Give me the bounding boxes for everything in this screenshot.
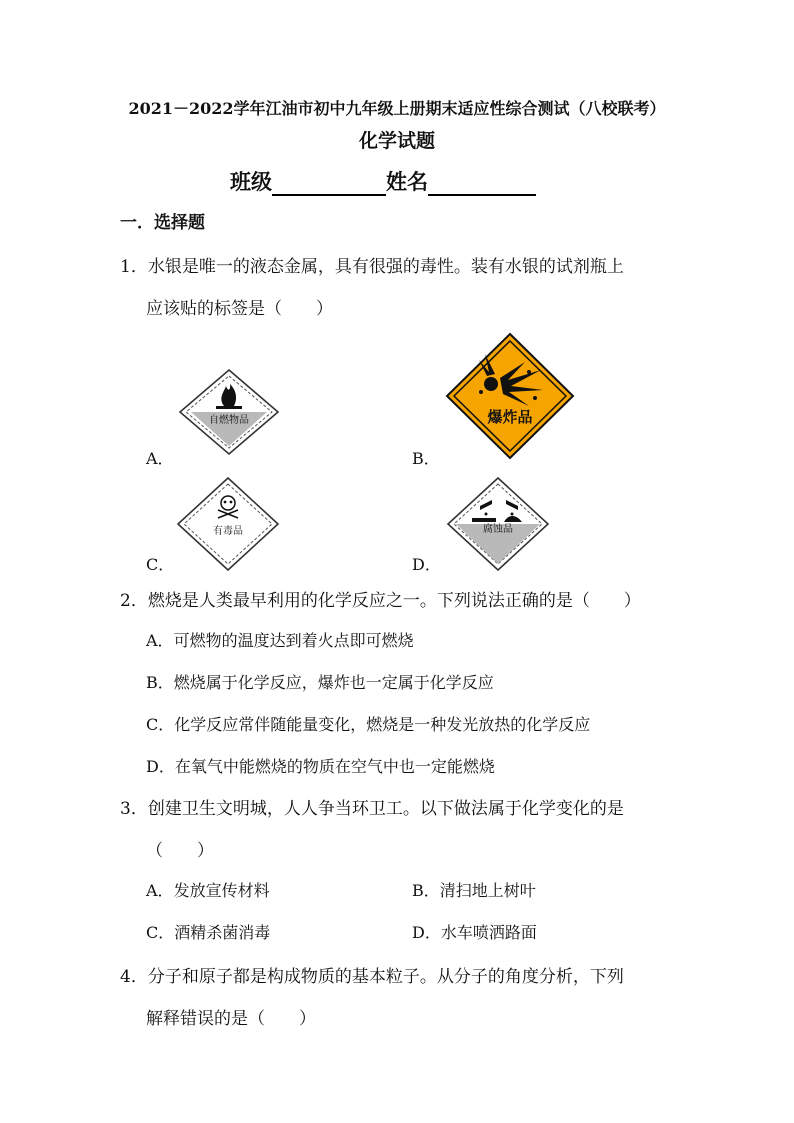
question-1-stem [120, 252, 624, 277]
option-letter: C． [146, 715, 175, 734]
sign-label: 有毒品 [213, 526, 243, 537]
question-text: 分子和原子都是构成物质的基本粒子。从分子的角度分析，下列 [147, 967, 624, 987]
question-3-stem [120, 794, 624, 819]
question-number: 1． [120, 257, 148, 277]
question-1-stem-cont: 应该贴的标签是（ ） [146, 299, 333, 319]
q2-option-a[interactable] [146, 628, 414, 651]
class-blank-field[interactable] [272, 172, 386, 196]
option-c-letter[interactable]: C． [146, 555, 175, 574]
question-2-stem [120, 586, 641, 611]
question-text: 创建卫生文明城，人人争当环卫工。以下做法属于化学变化的是 [147, 799, 624, 819]
q3-option-c[interactable] [146, 920, 270, 943]
option-letter: C． [146, 923, 175, 942]
option-letter: A． [146, 631, 174, 650]
q3-option-b[interactable] [412, 878, 536, 901]
exam-subject-title: 化学试题 [358, 130, 435, 152]
hazard-sign-toxic[interactable] [176, 476, 280, 572]
option-a-letter[interactable]: A． [146, 449, 174, 468]
option-text: 酒精杀菌消毒 [174, 923, 271, 942]
option-b-letter[interactable]: B． [412, 449, 440, 468]
option-letter: D． [412, 923, 441, 942]
question-text: 燃烧是人类最早利用的化学反应之一。下列说法正确的是（ ） [147, 591, 641, 611]
option-text: 水车喷洒路面 [440, 923, 537, 942]
question-4-stem [120, 962, 624, 987]
q2-option-b[interactable] [146, 670, 494, 693]
q2-option-c[interactable] [146, 712, 590, 735]
exam-header-title: 2021－2022学年江油市初中九年级上册期末适应性综合测试（八校联考） [128, 99, 666, 118]
question-number: 3． [120, 799, 148, 819]
hazard-sign-flammable[interactable] [178, 368, 280, 456]
option-letter: B． [146, 673, 174, 692]
hazard-sign-corrosive[interactable] [446, 476, 550, 572]
q3-option-a[interactable] [146, 878, 270, 901]
question-4-stem-cont: 解释错误的是（ ） [146, 1009, 316, 1029]
option-text: 清扫地上树叶 [439, 881, 536, 900]
option-text: 发放宣传材料 [173, 881, 270, 900]
question-number: 4． [120, 967, 148, 987]
q2-option-d[interactable] [146, 754, 495, 777]
q3-option-d[interactable] [412, 920, 537, 943]
option-letter: A． [146, 881, 174, 900]
sign-label: 自燃物品 [209, 415, 249, 426]
option-letter: D． [146, 757, 175, 776]
question-3-stem-cont: （ ） [146, 841, 214, 861]
sign-label: 腐蚀品 [483, 524, 513, 535]
name-label: 姓名 [386, 169, 428, 194]
name-blank-field[interactable] [428, 172, 536, 196]
hazard-sign-explosive[interactable] [445, 332, 575, 460]
question-number: 2． [120, 591, 148, 611]
section-heading: 一．选择题 [120, 213, 205, 233]
option-d-letter[interactable]: D． [412, 555, 441, 574]
question-text: 水银是唯一的液态金属，具有很强的毒性。装有水银的试剂瓶上 [147, 257, 624, 277]
option-letter: B． [412, 881, 440, 900]
option-text: 化学反应常伴随能量变化，燃烧是一种发光放热的化学反应 [174, 715, 591, 734]
student-info-row [230, 166, 536, 196]
option-text: 可燃物的温度达到着火点即可燃烧 [173, 631, 414, 650]
sign-label: 爆炸品 [487, 408, 533, 426]
option-text: 在氧气中能燃烧的物质在空气中也一定能燃烧 [174, 757, 495, 776]
option-text: 燃烧属于化学反应，爆炸也一定属于化学反应 [173, 673, 494, 692]
class-label: 班级 [230, 169, 272, 194]
